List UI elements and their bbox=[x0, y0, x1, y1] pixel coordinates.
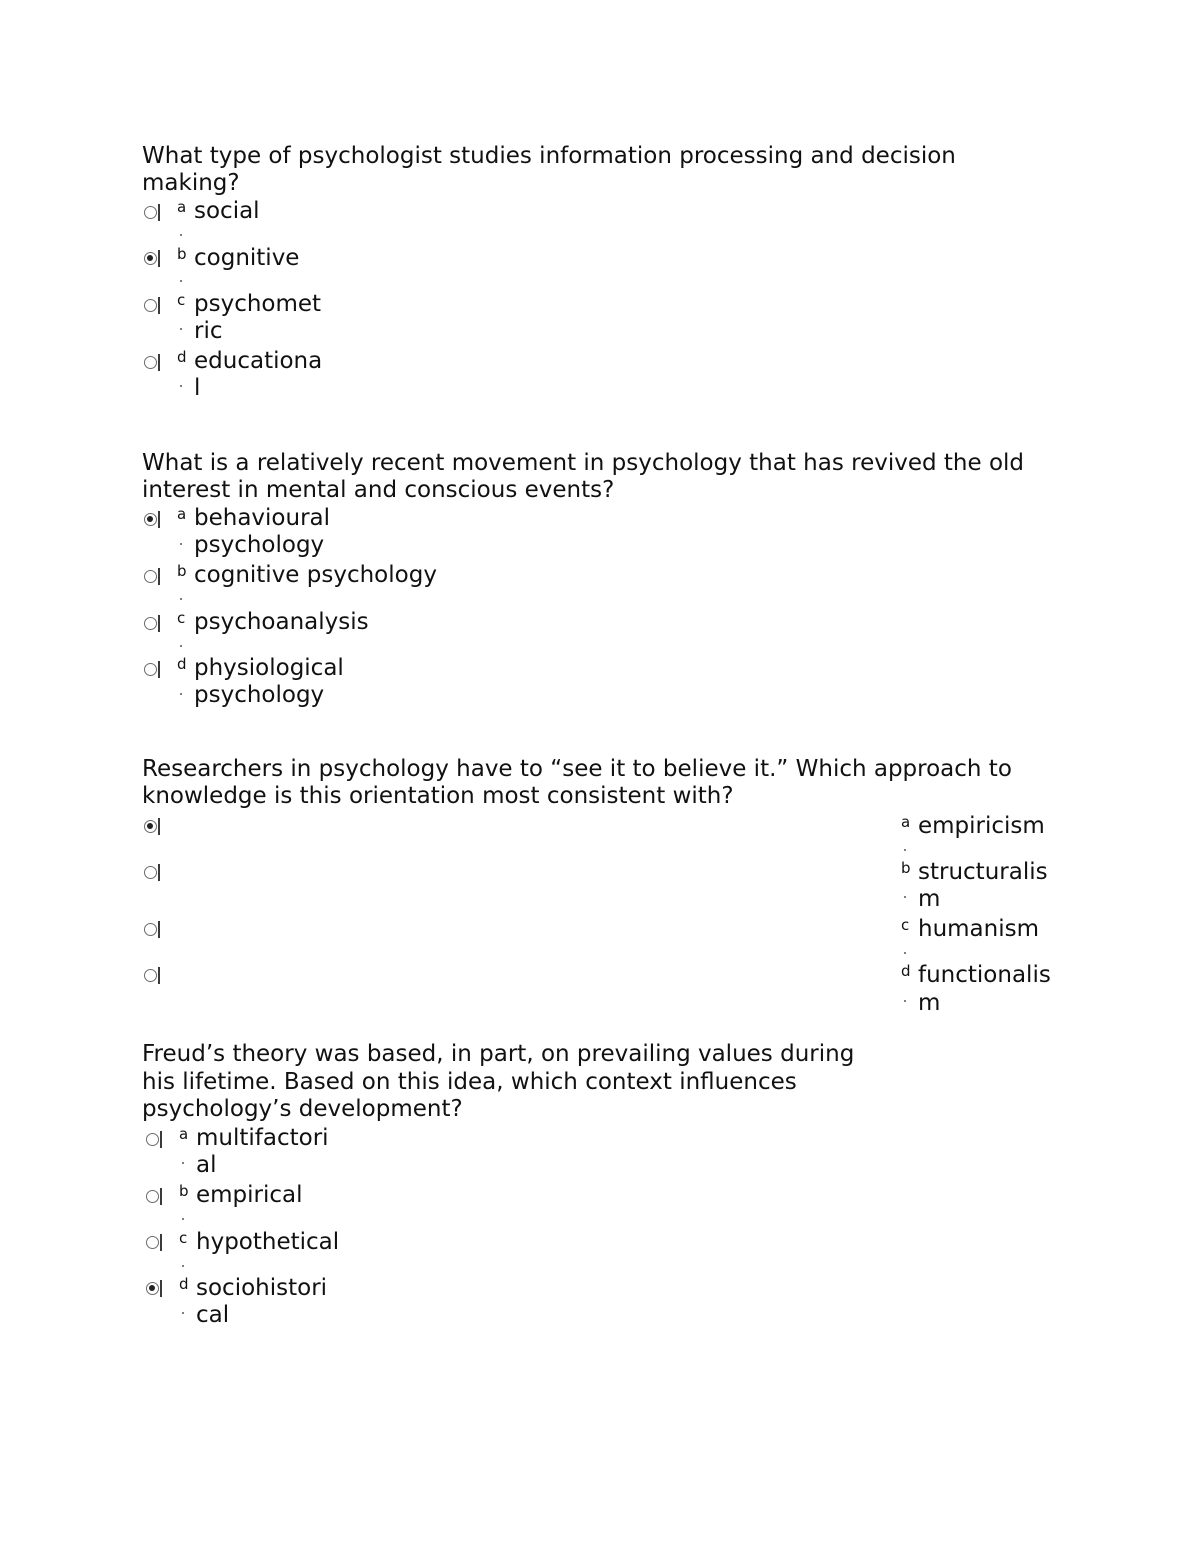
q4-option-c-radio-bar bbox=[160, 1234, 162, 1251]
q4-option-c-letter: c bbox=[179, 1229, 188, 1247]
q3-option-b-label-line-2[interactable]: m bbox=[918, 886, 941, 912]
q4-option-b-dot bbox=[182, 1218, 184, 1220]
q3-option-a-radio[interactable] bbox=[144, 820, 157, 833]
q4-option-d-label-line-2[interactable]: cal bbox=[196, 1302, 230, 1328]
q4-option-d-dot bbox=[182, 1312, 184, 1314]
q2-option-c-letter: c bbox=[177, 609, 186, 627]
q2-option-d-letter: d bbox=[177, 655, 187, 673]
q4-option-c-radio[interactable] bbox=[146, 1236, 159, 1249]
q3-option-a-letter: a bbox=[901, 813, 911, 831]
q2-option-b-label[interactable]: cognitive psychology bbox=[194, 562, 437, 588]
q1-option-c-radio[interactable] bbox=[144, 299, 157, 312]
q2-option-a-letter: a bbox=[177, 505, 187, 523]
q4-option-a-label-line-1[interactable]: multifactori bbox=[196, 1125, 329, 1151]
q4-option-b-radio-bar bbox=[160, 1188, 162, 1205]
q1-option-d-radio[interactable] bbox=[144, 356, 157, 369]
q3-option-b-letter: b bbox=[901, 859, 911, 877]
q3-option-b-label-line-1[interactable]: structuralis bbox=[918, 859, 1048, 885]
q2-option-b-radio[interactable] bbox=[144, 570, 157, 583]
q2-option-d-label-line-1[interactable]: physiological bbox=[194, 655, 344, 681]
q1-option-b-label[interactable]: cognitive bbox=[194, 245, 300, 271]
q3-option-a-radio-bar bbox=[158, 818, 160, 835]
q4-option-b-label[interactable]: empirical bbox=[196, 1182, 303, 1208]
q2-option-a-radio-bar bbox=[158, 511, 160, 528]
question-4-text-line-2: his lifetime. Based on this idea, which context influences bbox=[142, 1069, 797, 1095]
q1-option-c-label-line-2[interactable]: ric bbox=[194, 318, 223, 344]
q3-option-b-dot bbox=[904, 896, 906, 898]
q1-option-b-radio-bar bbox=[158, 250, 160, 267]
question-3-text-line-1: Researchers in psychology have to “see it to believe it.” Which approach to bbox=[142, 756, 1012, 782]
q2-option-d-radio-bar bbox=[158, 661, 160, 678]
q2-option-a-dot bbox=[180, 543, 182, 545]
question-2-text-line-2: interest in mental and conscious events? bbox=[142, 477, 615, 503]
q2-option-b-dot bbox=[180, 598, 182, 600]
q1-option-a-letter: a bbox=[177, 198, 187, 216]
q4-option-b-letter: b bbox=[179, 1182, 189, 1200]
q1-option-d-label-line-1[interactable]: educationa bbox=[194, 348, 323, 374]
q1-option-d-letter: d bbox=[177, 348, 187, 366]
q3-option-b-radio[interactable] bbox=[144, 866, 157, 879]
q3-option-a-label[interactable]: empiricism bbox=[918, 813, 1045, 839]
q2-option-b-radio-bar bbox=[158, 568, 160, 585]
q1-option-c-letter: c bbox=[177, 291, 186, 309]
q3-option-c-radio-bar bbox=[158, 921, 160, 938]
q3-option-d-label-line-1[interactable]: functionalis bbox=[918, 962, 1051, 988]
q1-option-c-radio-bar bbox=[158, 297, 160, 314]
q2-option-a-label-line-1[interactable]: behavioural bbox=[194, 505, 331, 531]
q1-option-b-letter: b bbox=[177, 245, 187, 263]
q3-option-d-radio-bar bbox=[158, 967, 160, 984]
q3-option-d-letter: d bbox=[901, 962, 911, 980]
q2-option-d-dot bbox=[180, 693, 182, 695]
q2-option-c-dot bbox=[180, 645, 182, 647]
q2-option-b-letter: b bbox=[177, 562, 187, 580]
q1-option-b-dot bbox=[180, 280, 182, 282]
q4-option-d-radio-bar bbox=[160, 1280, 162, 1297]
q1-option-a-dot bbox=[180, 234, 182, 236]
q4-option-a-radio[interactable] bbox=[146, 1133, 159, 1146]
q3-option-c-label[interactable]: humanism bbox=[918, 916, 1040, 942]
q4-option-d-label-line-1[interactable]: sociohistori bbox=[196, 1275, 328, 1301]
q1-option-d-radio-bar bbox=[158, 354, 160, 371]
q3-option-d-dot bbox=[904, 1000, 906, 1002]
q2-option-a-radio[interactable] bbox=[144, 513, 157, 526]
q4-option-b-radio[interactable] bbox=[146, 1190, 159, 1203]
q3-option-a-dot bbox=[904, 849, 906, 851]
q3-option-d-label-line-2[interactable]: m bbox=[918, 990, 941, 1016]
q3-option-c-dot bbox=[904, 952, 906, 954]
q4-option-c-dot bbox=[182, 1265, 184, 1267]
q4-option-a-radio-bar bbox=[160, 1131, 162, 1148]
q4-option-c-label[interactable]: hypothetical bbox=[196, 1229, 340, 1255]
question-2-text-line-1: What is a relatively recent movement in psychology that has revived the old bbox=[142, 450, 1025, 476]
q3-option-c-letter: c bbox=[901, 916, 910, 934]
q1-option-a-label[interactable]: social bbox=[194, 198, 260, 224]
question-3-text-line-2: knowledge is this orientation most consistent with? bbox=[142, 783, 734, 809]
q1-option-d-dot bbox=[180, 385, 182, 387]
q2-option-c-radio[interactable] bbox=[144, 617, 157, 630]
q3-option-d-radio[interactable] bbox=[144, 969, 157, 982]
q2-option-d-label-line-2[interactable]: psychology bbox=[194, 682, 325, 708]
q1-option-c-label-line-1[interactable]: psychomet bbox=[194, 291, 322, 317]
q4-option-a-dot bbox=[182, 1162, 184, 1164]
q3-option-b-radio-bar bbox=[158, 864, 160, 881]
q1-option-a-radio[interactable] bbox=[144, 206, 157, 219]
q1-option-d-label-line-2[interactable]: l bbox=[194, 375, 201, 401]
q4-option-a-letter: a bbox=[179, 1125, 189, 1143]
question-1-text-line-2: making? bbox=[142, 170, 240, 196]
q4-option-d-letter: d bbox=[179, 1275, 189, 1293]
q1-option-c-dot bbox=[180, 328, 182, 330]
question-1-text-line-1: What type of psychologist studies information processing and decision bbox=[142, 143, 956, 169]
q4-option-d-radio[interactable] bbox=[146, 1282, 159, 1295]
q3-option-c-radio[interactable] bbox=[144, 923, 157, 936]
q1-option-b-radio[interactable] bbox=[144, 252, 157, 265]
q2-option-c-label[interactable]: psychoanalysis bbox=[194, 609, 369, 635]
q1-option-a-radio-bar bbox=[158, 204, 160, 221]
q2-option-d-radio[interactable] bbox=[144, 663, 157, 676]
question-4-text-line-3: psychology’s development? bbox=[142, 1096, 463, 1122]
q4-option-a-label-line-2[interactable]: al bbox=[196, 1152, 217, 1178]
q2-option-c-radio-bar bbox=[158, 615, 160, 632]
question-4-text-line-1: Freud’s theory was based, in part, on prevailing values during bbox=[142, 1041, 855, 1067]
q2-option-a-label-line-2[interactable]: psychology bbox=[194, 532, 325, 558]
